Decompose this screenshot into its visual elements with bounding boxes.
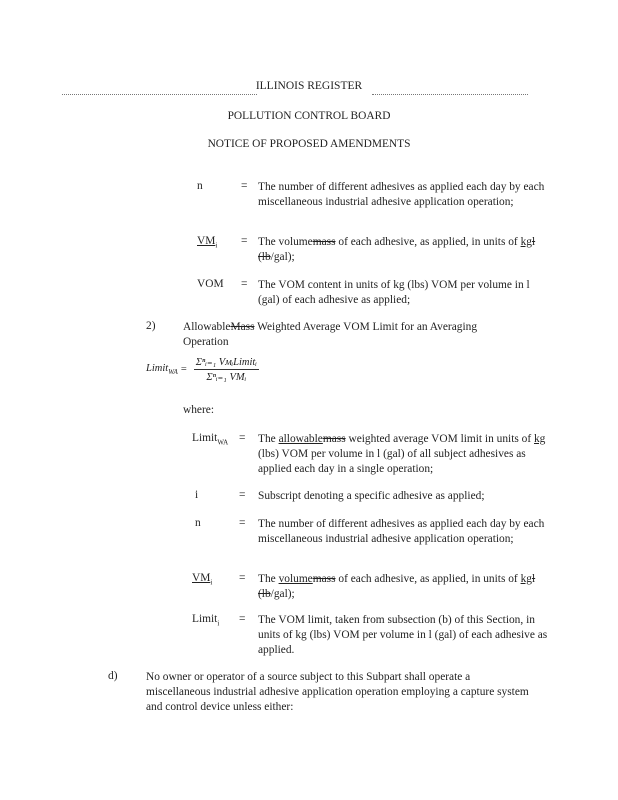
- def-vm-text: The volumemass of each adhesive, as applied, in units of kgl (lb/gal);: [258, 236, 536, 263]
- def-n-term: n: [197, 180, 203, 192]
- def-limit-wa-term: Limit$_{WA}$: [192, 432, 229, 447]
- def-n2-term: n: [195, 517, 201, 529]
- register-title: ILLINOIS REGISTER: [255, 80, 363, 92]
- formula-numerator: Σⁿᵢ₌₁ VᴍᵢLimitᵢ: [195, 357, 257, 368]
- def-vm-eq: =: [241, 235, 248, 247]
- def-n-eq: =: [241, 180, 248, 192]
- item-d-text: No owner or operator of a source subject to this Subpart shall operate a miscellaneous industrial adhesive application operation employing a capture system and control device unless either:: [146, 671, 529, 713]
- def-vm2-text: The volumemass of each adhesive, as applied, in units of kgl (lb/gal);: [258, 573, 536, 600]
- where-label: where:: [183, 404, 214, 416]
- def-vm2-term: $VM_i$: [192, 572, 213, 587]
- def-i-text: Subscript denoting a specific adhesive as applied;: [258, 490, 485, 502]
- def-vom-text: The VOM content in units of kg (lbs) VOM per volume in l (gal) of each adhesive as applied;: [258, 279, 530, 306]
- def-n2-text: The number of different adhesives as applied each day by each miscellaneous industrial adhesive application operation;: [258, 518, 545, 545]
- formula-eq: =: [180, 364, 187, 375]
- def-i-term: i: [195, 489, 199, 501]
- formula-fraction: [194, 356, 259, 383]
- def-limit-i-term: Limit$_i$: [192, 613, 220, 628]
- def-limit-wa-text: The allowablemass weighted average VOM limit in units of kg (lbs) VOM per volume in l (gal) of all subject adhesives as applied each day in a single operation;: [258, 433, 546, 475]
- def-vom-term: VOM: [197, 278, 224, 290]
- item-2-number: 2): [146, 320, 156, 332]
- board-title: POLLUTION CONTROL BOARD: [227, 110, 391, 122]
- def-n-text: The number of different adhesives as applied each day by each miscellaneous industrial adhesive application operation;: [258, 181, 545, 208]
- def-vm-term: $VM_i$: [197, 235, 218, 250]
- def-vom-eq: =: [241, 278, 248, 290]
- def-n2-eq: =: [239, 517, 246, 529]
- def-limit-wa-eq: =: [239, 432, 246, 444]
- def-vm2-eq: =: [239, 572, 246, 584]
- formula-lhs: Limit$_{WA}$: [146, 362, 178, 377]
- notice-title: NOTICE OF PROPOSED AMENDMENTS: [207, 138, 411, 150]
- formula-denominator: Σⁿᵢ₌₁ VMᵢ: [206, 372, 247, 383]
- header-rule-right: [372, 94, 528, 95]
- weighted-average-formula: [146, 356, 259, 383]
- def-limit-i-eq: =: [239, 613, 246, 625]
- def-i-eq: =: [239, 489, 246, 501]
- def-limit-i-text: The VOM limit, taken from subsection (b) of this Section, in units of kg (lbs) VOM per volume in l (gal) of each adhesive as applied.: [258, 614, 548, 656]
- item-d-label: d): [108, 670, 118, 682]
- header-rule-left: [62, 94, 257, 95]
- item-2-title: AllowableMass Weighted Average VOM Limit for an Averaging Operation: [183, 321, 478, 348]
